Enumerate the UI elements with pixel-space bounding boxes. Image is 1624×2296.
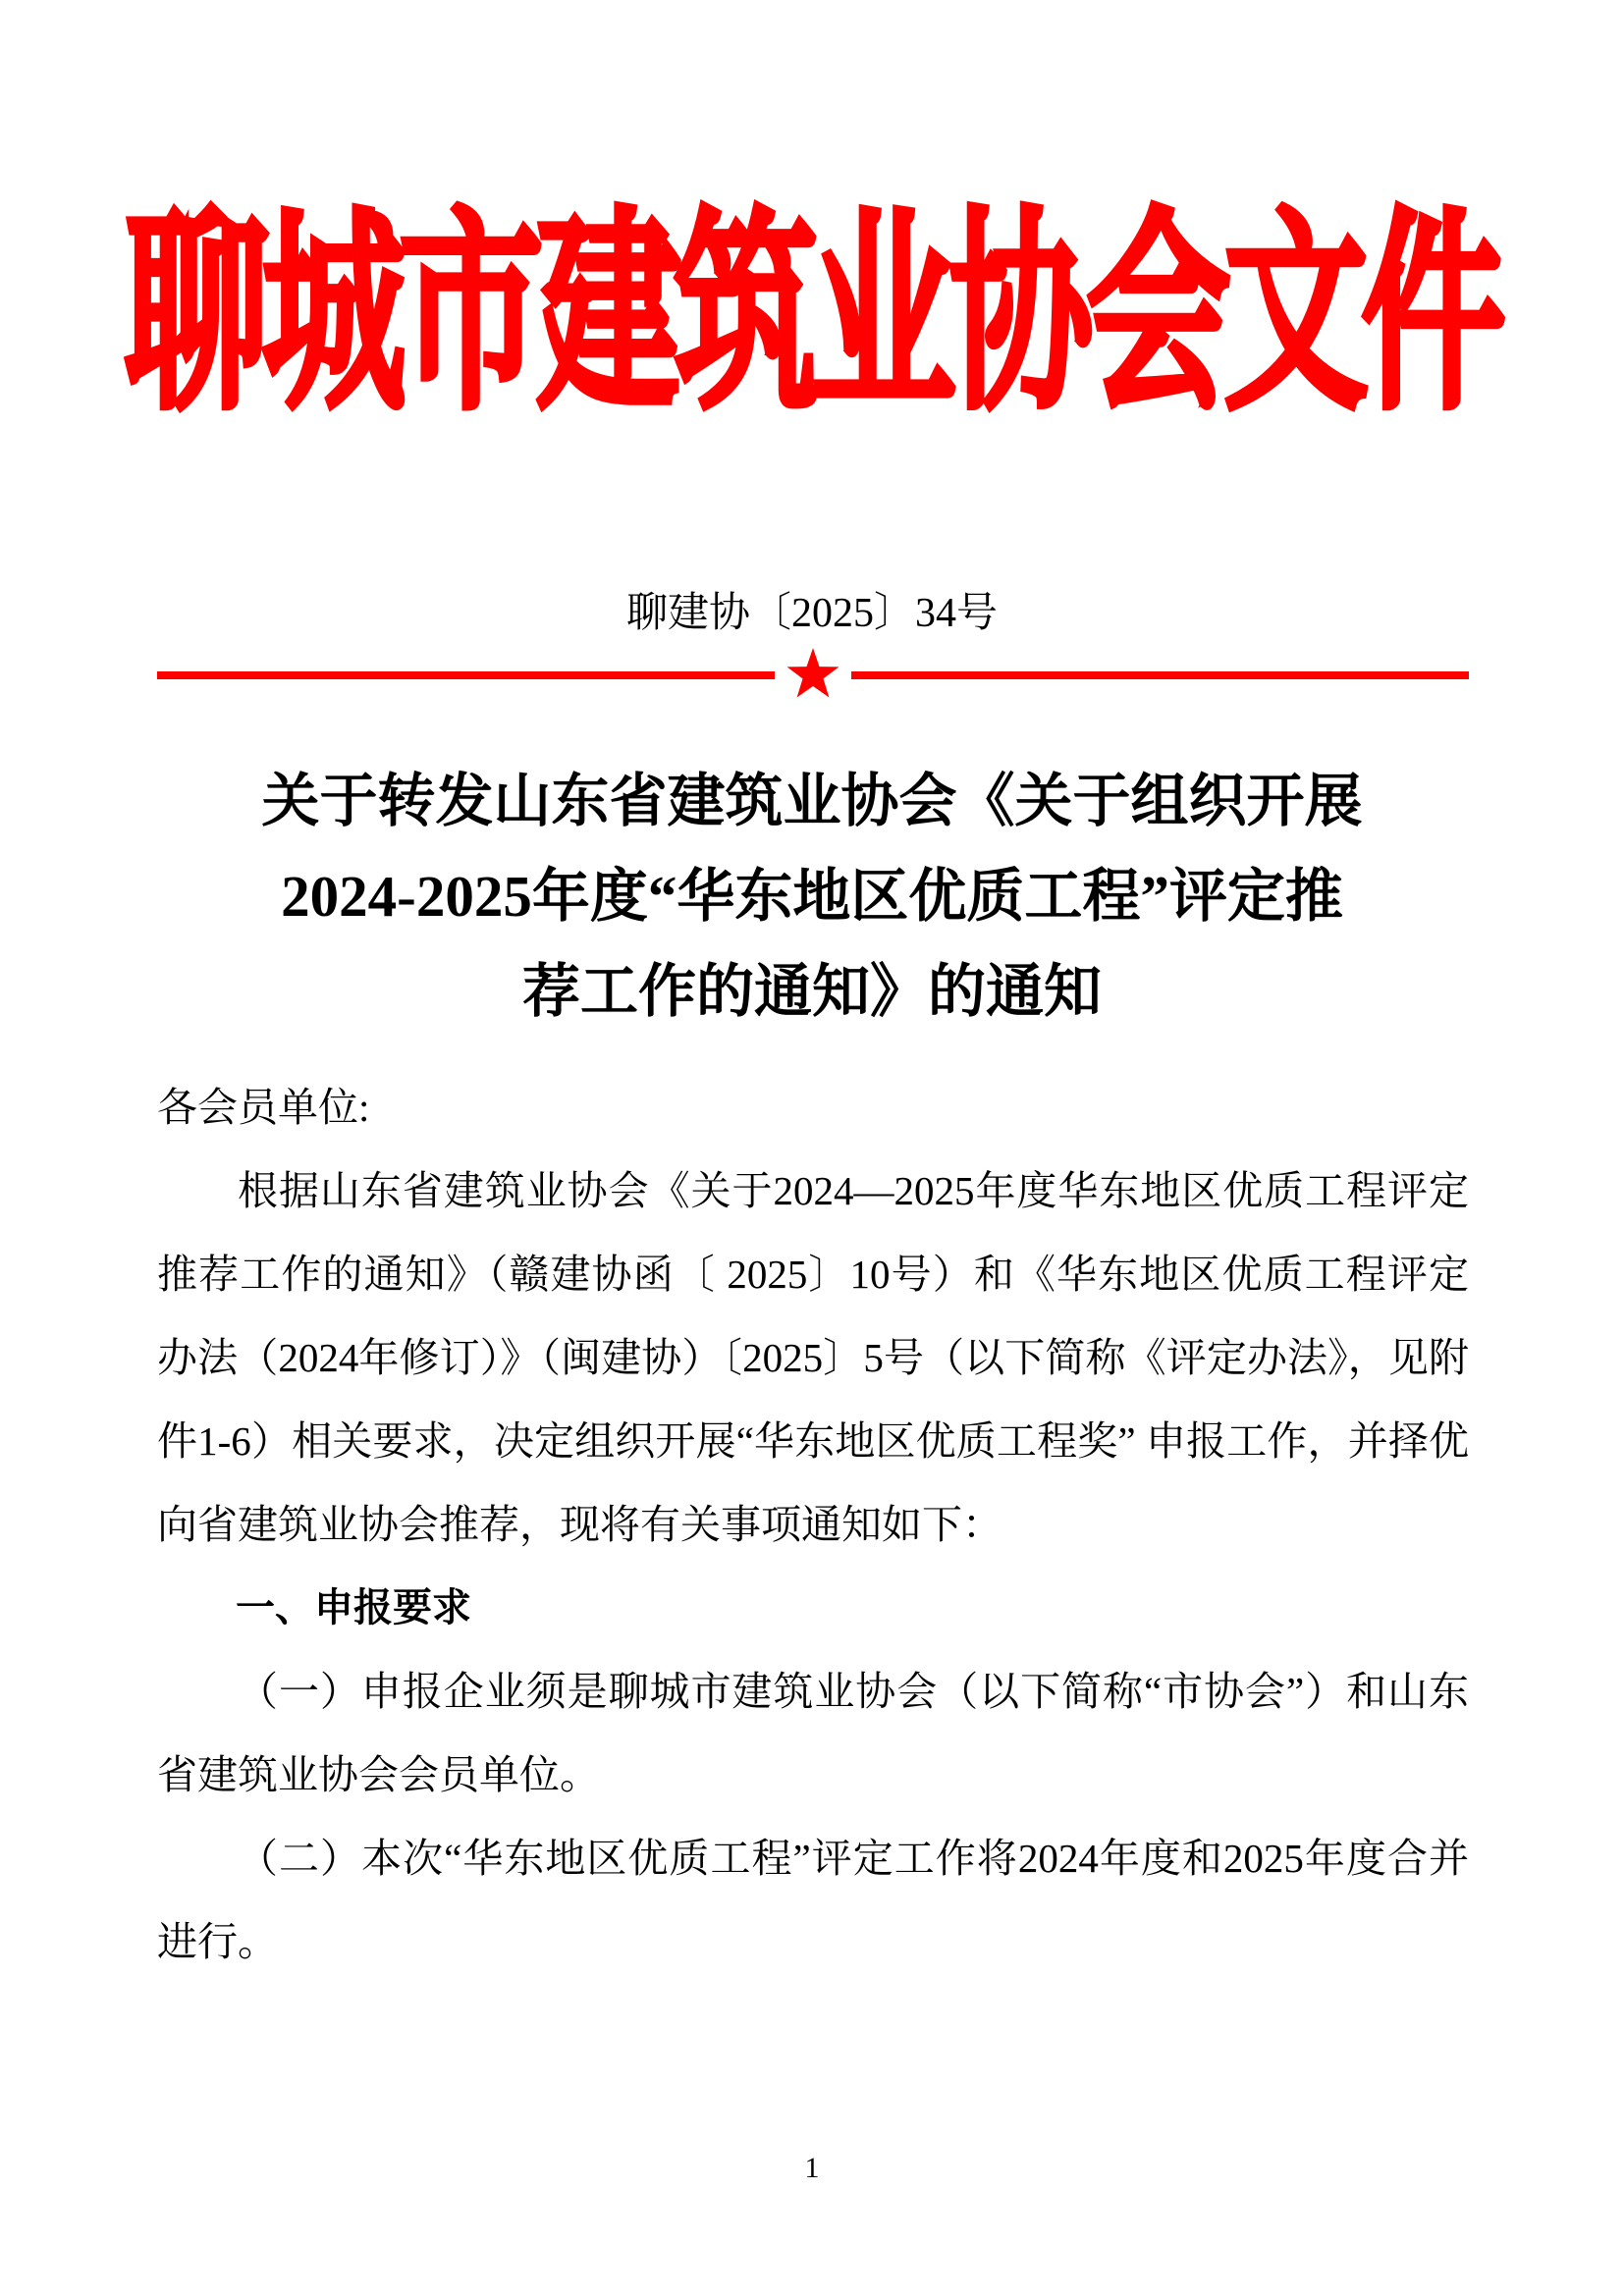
- document-title-line-3: 荐工作的通知》的通知: [521, 959, 1102, 1024]
- section-1-item-1: （一）申报企业须是聊城市建筑业协会（以下简称“市协会”）和山东省建筑业协会会员单位。: [157, 1669, 1469, 1797]
- star-icon: [781, 640, 845, 711]
- agency-banner-title: 聊城市建筑业协会文件: [125, 196, 1499, 435]
- document-title-line-2: 2024-2025年度“华东地区优质工程”评定推: [281, 864, 1343, 929]
- salutation: 各会员单位:: [157, 1085, 370, 1130]
- document-title: [88, 754, 1536, 1040]
- red-divider-line-right: [851, 671, 1469, 679]
- page-number: 1: [804, 2152, 820, 2184]
- section-1-item-2: （二）本次“华东地区优质工程”评定工作将2024年度和2025年度合并进行。: [157, 1836, 1469, 1964]
- document-title-line-1: 关于转发山东省建筑业协会《关于组织开展: [261, 769, 1363, 833]
- document-body: [157, 1066, 1469, 1984]
- red-divider-line-left: [157, 671, 775, 679]
- intro-paragraph: 根据山东省建筑业协会《关于2024—2025年度华东地区优质工程评定推荐工作的通知》（赣建协函〔 2025〕10号）和《华东地区优质工程评定办法（2024年修订）》（闽建协）〔2025〕5号（以下简称《评定办法》，见附件1-6）相关要求，决定组织开展“华东地区优质工程奖” 申报工作，并择优向省建筑业协会推荐，现将有关事项通知如下：: [157, 1168, 1469, 1547]
- section-1-heading: 一、申报要求: [236, 1586, 471, 1629]
- red-divider: [157, 640, 1469, 711]
- document-number: 聊建协〔2025〕34号: [625, 591, 998, 636]
